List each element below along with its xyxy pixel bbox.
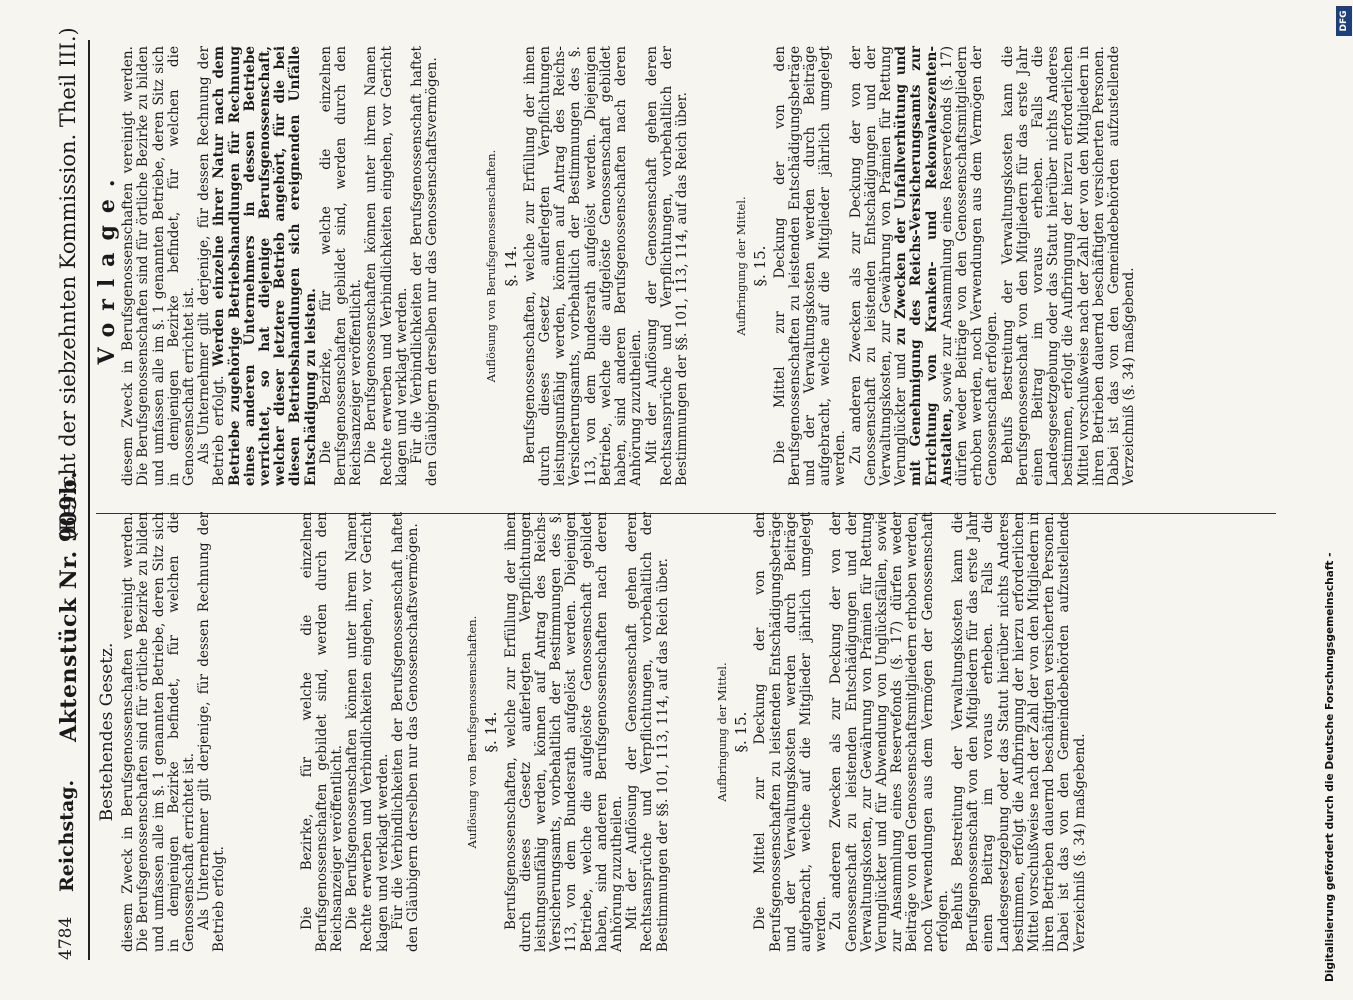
right-text: Als Unternehmer gilt derjenige, für dessen Rechnung der Betrieb erfolgt.	[196, 46, 228, 486]
section-paragraph-number: §. 14.	[482, 711, 501, 753]
left-paragraph: diesem Zweck in Berufsgenossenschaften vereinigt werden. Die Berufsgenossenschaften sind für örtliche Bezirke zu bilden und umfassen alle im §. 1 genannten Betriebe, deren Sitz sich in demjenigen Bezirke befindet, für welchen die Genossenschaft errichtet ist.	[120, 512, 198, 952]
left-column-bestehendes-gesetz	[97, 512, 1088, 952]
right-paragraph: Für die Verbindlichkeiten der Berufsgenossenschaft haftet den Gläubigern derselben nur das Genossenschaftsvermögen.	[409, 46, 441, 486]
left-paragraph: Die Bezirke, für welche die einzelnen Berufsgenossenschaften gebildet sind, werden durch den Reichsanzeiger veröffentlicht.	[298, 512, 346, 952]
right-added-text: zu Zwecken der Unfallverhütung und mit Genehmigung des Reichs-Versicherungsamts zur Errichtung von Kranken- und Rekonvaleszenten-Anstalten,	[893, 46, 955, 486]
left-paragraph: Mit der Auflösung der Genossenschaft gehen deren Rechtsansprüche und Verpflichtungen, vorbehaltlich der Bestimmungen der §§. 101, 113, 114, auf das Reich über.	[624, 512, 671, 952]
header-bericht: (Bericht der siebzehnten Kommission. Theil III.)	[56, 27, 80, 540]
right-added-text: Werden einzelne ihrer Natur nach dem Betriebe zugehörige Betriebshandlungen für Rechnung eines anderen Unternehmers in dessen Betriebe verrichtet, so hat diejenige Berufsgenossenschaft, welcher dieser letztere Betrieb angehört, für die bei diesen Betriebshandlungen sich ereignenden Unfälle Entschädigung zu leisten.	[211, 46, 319, 486]
left-paragraph: Als Unternehmer gilt derjenige, für dessen Rechnung der Betrieb erfolgt.	[196, 512, 228, 952]
left-column-heading: Bestehendes Gesetz.	[97, 642, 117, 822]
right-paragraph: Die Berufsgenossenschaften können unter ihrem Namen Rechte erwerben und Verbindlichkeiten eingehen, vor Gericht klagen und verklagt werden.	[363, 46, 410, 486]
page-number: 4784	[56, 916, 76, 960]
right-text: sowie zur Ansammlung eines Reservefonds (§. 17) dürfen weder Beiträge von den Genossenschaftsmitgliedern erhoben werden, noch Verwendungen aus dem Vermögen der Genossenschaft erfolgen.	[938, 46, 1001, 486]
dfg-logo-text: DFG	[1339, 10, 1349, 32]
credit-text: Digitalisierung gefördert durch die Deutsche Forschungsgemeinschaft -	[1324, 552, 1336, 982]
section-title: Aufbringung der Mittel.	[734, 196, 749, 336]
page-header	[50, 27, 84, 960]
right-paragraph	[849, 46, 1001, 486]
left-paragraph: Die Mittel zur Deckung der von den Berufsgenossenschaften zu leistenden Entschädigungsbeträge und der Verwaltungskosten werden durch Beiträge aufgebracht, welche auf die Mitglieder jährlich umgelegt werden.	[752, 512, 830, 952]
left-paragraph: Behufs Bestreitung der Verwaltungskosten kann die Berufsgenossenschaft von den Mitgliedern für das erste Jahr einen Beitrag im voraus erheben. Falls die Landesgesetzgebung oder das Statut hierüber nichts Anderes bestimmen, erfolgt die Aufbringung der hierzu erforderlichen Mittel vorschußweise nach der Zahl der von den Mitgliedern in ihren Betrieben dauernd beschäftigten versicherten Personen. Dabei ist das von den Gemeindebehörden aufzustellende Verzeichniß (§. 34) maßgebend.	[949, 512, 1088, 952]
section-paragraph-number: §. 14.	[501, 245, 520, 287]
left-paragraph: Berufsgenossenschaften, welche zur Erfüllung der ihnen durch dieses Gesetz auferlegten Verpflichtungen leistungsunfähig werden, können auf Antrag des Reichs-Versicherungsamts, vorbehaltlich der Bestimmungen des §. 113, von dem Bundesrath aufgelöst werden. Diejenigen Betriebe, welche die aufgelöste Genossenschaft gebildet haben, sind anderen Berufsgenossenschaften nach deren Anhörung zuzutheilen.	[502, 512, 626, 952]
digitization-credit	[1318, 12, 1342, 982]
left-paragraph: Die Berufsgenossenschaften können unter ihrem Namen Rechte erwerben und Verbindlichkeiten eingehen, vor Gericht klagen und verklagt werden.	[344, 512, 391, 952]
right-paragraph: diesem Zweck in Berufsgenossenschaften vereinigt werden. Die Berufsgenossenschaften sind für örtliche Bezirke zu bilden und umfassen alle im §. 1 genannten Betriebe, deren Sitz sich in demjenigen Bezirke befindet, für welchen die Genossenschaft errichtet ist.	[120, 46, 198, 486]
header-aktenstueck: Aktenstück Nr. 909b.	[56, 470, 82, 742]
section-title: Auflösung von Berufsgenossenschaften.	[465, 615, 480, 849]
right-paragraph: Behufs Bestreitung der Verwaltungskosten kann die Berufsgenossenschaft von den Mitgliedern für das erste Jahr einen Beitrag im voraus erheben. Falls die Landesgesetzgebung oder das Statut hierüber nichts Anderes bestimmen, erfolgt die Aufbringung der hierzu erforderlichen Mittel vorschußweise nach der Zahl der von den Mitgliedern in ihren Betrieben dauernd beschäftigten versicherten Personen. Dabei ist das von den Gemeindebehörden aufzustellende Verzeichniß (§. 34) maßgebend.	[999, 46, 1138, 486]
left-paragraph: Zu anderen Zwecken als zur Deckung der von der Genossenschaft zu leistenden Entschädigungen und der Verwaltungskosten, zur Gewährung von Prämien für Rettung Verunglückter und für Abwendung von Unglücksfällen, sowie zur Ansammlung eines Reservefonds (§. 17) dürfen weder Beiträge von den Genossenschaftsmitgliedern erhoben werden, noch Verwendungen aus dem Vermögen der Genossenschaft erfolgen.	[828, 512, 951, 952]
section-title: Aufbringung der Mittel.	[714, 662, 729, 802]
right-paragraph: Mit der Auflösung der Genossenschaft gehen deren Rechtsansprüche und Verpflichtungen, vorbehaltlich der Bestimmungen der §§. 101, 113, 114, auf das Reich über.	[643, 46, 690, 486]
right-paragraph: Die Mittel zur Deckung der von den Berufsgenossenschaften zu leistenden Entschädigungsbeträge und der Verwaltungskosten werden durch Beiträge aufgebracht, welche auf die Mitglieder jährlich umgelegt werden.	[771, 46, 849, 486]
right-text: Zu anderen Zwecken als zur Deckung der von der Genossenschaft zu leistenden Entschädigungen und der Verwaltungskosten, zur Gewährung von Prämien für Rettung Verunglückter und	[847, 46, 910, 486]
right-column-heading: Vorlage.	[94, 167, 120, 365]
section-title: Auflösung von Berufsgenossenschaften.	[484, 149, 499, 383]
right-paragraph: Berufsgenossenschaften, welche zur Erfüllung der ihnen durch dieses Gesetz auferlegten Verpflichtungen leistungsunfähig werden, können auf Antrag des Reichs-Versicherungsamts, vorbehaltlich der Bestimmungen des §. 113, von dem Bundesrath aufgelöst werden. Diejenigen Betriebe, welche die aufgelöste Genossenschaft gebildet haben, sind anderen Berufsgenossenschaften nach deren Anhörung zuzutheilen.	[521, 46, 645, 486]
dfg-logo	[1336, 6, 1352, 36]
right-column-vorlage	[94, 46, 1138, 486]
header-rule	[88, 40, 90, 960]
header-reichstag: Reichstag.	[56, 779, 78, 892]
right-paragraph: Die Bezirke, für welche die einzelnen Berufsgenossenschaften gebildet sind, werden durch den Reichsanzeiger veröffentlicht.	[317, 46, 365, 486]
left-paragraph: Für die Verbindlichkeiten der Berufsgenossenschaft haftet den Gläubigern derselben nur das Genossenschaftsvermögen.	[389, 512, 422, 952]
right-paragraph	[197, 46, 319, 486]
section-paragraph-number: §. 15.	[732, 711, 751, 753]
section-paragraph-number: §. 15.	[751, 245, 770, 287]
